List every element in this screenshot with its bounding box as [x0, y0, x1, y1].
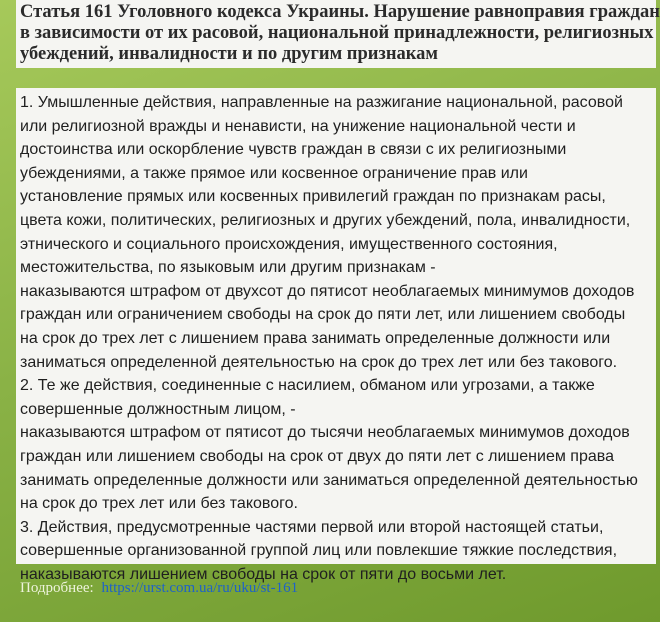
text-line: убеждениями, а также прямое или косвенное ограничение прав или [20, 164, 528, 182]
text-line: на срок до трех лет или без такового. [20, 495, 298, 513]
article-title [16, 0, 660, 65]
text-line: этнического и социального происхождения, имущественного состояния, [20, 235, 558, 253]
text-line: наказываются штрафом от пятисот до тысячи необлагаемых минимумов доходов [20, 424, 630, 442]
text-line: достоинства или оскорбление чувств граждан в связи с их религиозными [20, 141, 567, 159]
text-line: занимать определенные должности или заниматься определенной деятельностью [20, 471, 638, 489]
text-line: 3. Действия, предусмотренные частями первой или второй настоящей статьи, [20, 518, 604, 536]
source-footer [20, 580, 298, 597]
article-text [16, 88, 656, 586]
text-line: цвета кожи, политических, религиозных и других убеждений, пола, инвалидности, [20, 211, 631, 229]
text-line: или религиозной вражды и ненависти, на унижение национальной чести и [20, 117, 576, 135]
title-panel [16, 0, 660, 68]
text-line: на срок до трех лет с лишением права занимать определенные должности или [20, 329, 611, 347]
text-line: совершенные должностным лицом, - [20, 400, 296, 418]
text-line: 2. Те же действия, соединенные с насилием, обманом или угрозами, а также [20, 377, 595, 395]
text-line: совершенные организованной группой лиц или повлекшие тяжкие последствия, [20, 542, 618, 560]
text-line: наказываются штрафом от двухсот до пятисот необлагаемых минимумов доходов [20, 282, 635, 300]
title-line: Статья 161 Уголовного кодекса Украины. Нарушение равноправия граждан [20, 2, 660, 22]
text-line: граждан или лишением свободы на срок от двух до пяти лет с лишением права [20, 447, 614, 465]
text-line: наказываются лишением свободы на срок от пяти до восьми лет. [20, 565, 507, 583]
title-line: убеждений, инвалидности и по другим признакам [20, 44, 438, 64]
text-line: 1. Умышленные действия, направленные на разжигание национальной, расовой [20, 94, 623, 111]
title-line: в зависимости от их расовой, национальной принадлежности, религиозных [20, 23, 654, 43]
text-line: установление прямых или косвенных привилегий граждан по признакам расы, [20, 188, 606, 206]
text-line: граждан или ограничением свободы на срок до пяти лет, или лишением свободы [20, 306, 626, 324]
source-link[interactable]: https://urst.com.ua/ru/uku/st-161 [101, 580, 299, 596]
source-label: Подробнее: [20, 580, 94, 596]
text-line: заниматься определенной деятельностью на срок до трех лет или без такового. [20, 353, 618, 371]
text-line: местожительства, по языковым или другим признакам - [20, 259, 436, 277]
article-body-panel [16, 88, 656, 583]
